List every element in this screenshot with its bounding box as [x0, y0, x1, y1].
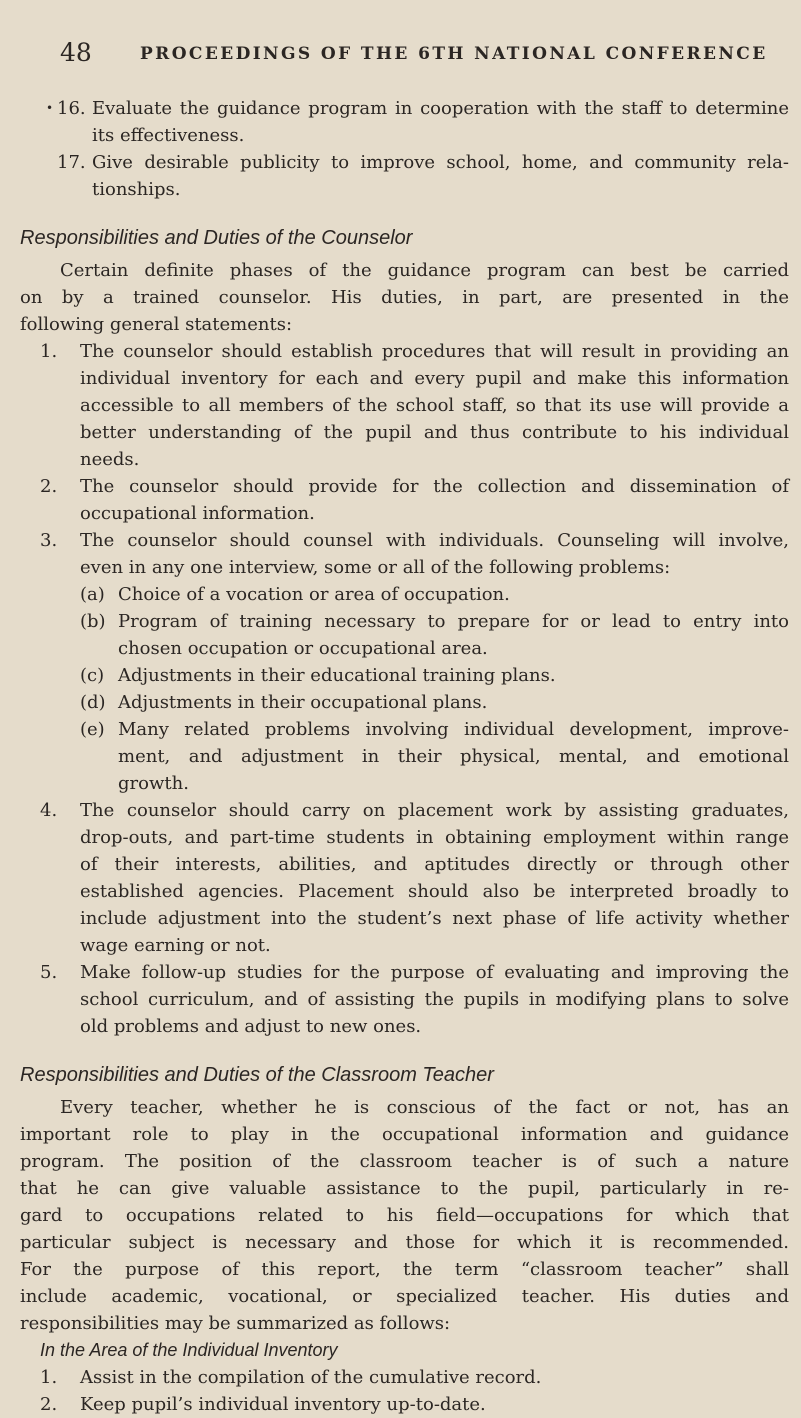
- page-number: 48: [60, 38, 92, 67]
- line-text: Adjustments in their occupational plans.: [118, 692, 488, 713]
- line-text: Many related problems involving individual development, improve-: [118, 719, 789, 740]
- line-text: particular subject is necessary and those for which it is recommended.: [20, 1232, 789, 1253]
- line-text: The counselor should counsel with individuals. Counseling will involve,: [80, 530, 789, 551]
- text-line: [0, 986, 801, 1013]
- text-line: [0, 446, 801, 473]
- line-text: following general statements:: [20, 314, 293, 335]
- line-text: old problems and adjust to new ones.: [80, 1016, 422, 1037]
- item-number: 1.: [40, 1367, 58, 1388]
- line-text: gard to occupations related to his field—occupations for which that: [20, 1205, 789, 1226]
- heading-text: [0, 223, 801, 253]
- text-line: [0, 95, 801, 122]
- line-text: Adjustments in their educational training plans.: [118, 665, 556, 686]
- text-line: [0, 743, 801, 770]
- list-item: [0, 1364, 801, 1391]
- line-text: important role to play in the occupational information and guidance: [20, 1124, 789, 1145]
- running-title: PROCEEDINGS OF THE 6TH NATIONAL CONFERENCE: [140, 44, 768, 64]
- item-number: 1.: [40, 341, 58, 362]
- text-line: [0, 1229, 801, 1256]
- text-line: [0, 932, 801, 959]
- line-text: even in any one interview, some or all of the following problems:: [80, 557, 671, 578]
- list-item: [0, 581, 801, 608]
- text-line: [0, 770, 801, 797]
- text-line: [0, 473, 801, 500]
- line-text: Evaluate the guidance program in cooperation with the staff to determine: [92, 98, 789, 119]
- line-text: program. The position of the classroom teacher is of such a nature: [20, 1151, 789, 1172]
- heading-text: [0, 1337, 801, 1364]
- text-line: [0, 176, 801, 203]
- text-line: [0, 284, 801, 311]
- line-text: Make follow-up studies for the purpose of evaluating and improving the: [80, 962, 789, 983]
- text-line: [0, 716, 801, 743]
- text-line: [0, 1364, 801, 1391]
- text-line: [0, 797, 801, 824]
- list-item: [0, 338, 801, 473]
- item-number: (a): [80, 584, 105, 605]
- text-line: [0, 1094, 801, 1121]
- text-line: [0, 311, 801, 338]
- list-item: [0, 473, 801, 527]
- text-line: [0, 878, 801, 905]
- line-text: of their interests, abilities, and aptitudes directly or through other: [80, 854, 789, 875]
- line-text: For the purpose of this report, the term “classroom teacher” shall: [20, 1259, 789, 1280]
- line-text: Assist in the compilation of the cumulative record.: [80, 1367, 542, 1388]
- text-line: [0, 500, 801, 527]
- subsection-heading: [0, 1337, 801, 1364]
- item-number: 2.: [40, 476, 58, 497]
- line-text: Certain definite phases of the guidance program can best be carried: [60, 260, 789, 281]
- item-number: (d): [80, 692, 106, 713]
- line-text: accessible to all members of the school staff, so that its use will provide a: [80, 395, 789, 416]
- item-number: 3.: [40, 530, 58, 551]
- line-text: growth.: [118, 773, 189, 794]
- line-text: The counselor should provide for the collection and dissemination of: [80, 476, 789, 497]
- item-number: (c): [80, 665, 105, 686]
- line-text: occupational information.: [80, 503, 315, 524]
- page-body: [0, 95, 801, 1418]
- line-text: that he can give valuable assistance to the pupil, particularly in re-: [20, 1178, 789, 1199]
- list-item: [0, 959, 801, 1040]
- list-item: [0, 149, 801, 203]
- line-text: The counselor should establish procedures that will result in providing an: [80, 341, 789, 362]
- list-item: [0, 716, 801, 797]
- text-line: [0, 662, 801, 689]
- text-line: [0, 635, 801, 662]
- line-text: In the Area of the Individual Inventory: [40, 1340, 338, 1360]
- text-line: [0, 122, 801, 149]
- section-heading: [0, 1060, 801, 1090]
- list-item: [0, 527, 801, 581]
- line-text: chosen occupation or occupational area.: [118, 638, 488, 659]
- line-text: school curriculum, and of assisting the pupils in modifying plans to solve: [80, 989, 789, 1010]
- text-line: [0, 608, 801, 635]
- text-line: [0, 1148, 801, 1175]
- text-line: [0, 581, 801, 608]
- item-number: 16.: [57, 98, 86, 119]
- list-item: [0, 608, 801, 662]
- item-number: (e): [80, 719, 105, 740]
- item-number: 5.: [40, 962, 58, 983]
- text-line: [0, 689, 801, 716]
- list-item: [0, 797, 801, 959]
- list-item: [0, 95, 801, 149]
- running-header: [0, 38, 801, 72]
- section-heading: [0, 223, 801, 253]
- text-line: [0, 149, 801, 176]
- text-line: [0, 851, 801, 878]
- line-text: drop-outs, and part-time students in obtaining employment within range: [80, 827, 789, 848]
- line-text: Every teacher, whether he is conscious of the fact or not, has an: [60, 1097, 789, 1118]
- text-line: [0, 419, 801, 446]
- line-text: its effectiveness.: [92, 125, 245, 146]
- paragraph: [0, 257, 801, 338]
- line-text: responsibilities may be summarized as follows:: [20, 1313, 451, 1334]
- line-text: Give desirable publicity to improve school, home, and community rela-: [92, 152, 789, 173]
- line-text: Responsibilities and Duties of the Classroom Teacher: [20, 1064, 494, 1086]
- text-line: [0, 1121, 801, 1148]
- text-line: [0, 824, 801, 851]
- text-line: [0, 1202, 801, 1229]
- text-line: [0, 1310, 801, 1337]
- line-text: established agencies. Placement should also be interpreted broadly to: [80, 881, 789, 902]
- line-text: include adjustment into the student’s next phase of life activity whether: [80, 908, 789, 929]
- line-text: tionships.: [92, 179, 181, 200]
- text-line: [0, 905, 801, 932]
- heading-text: [0, 1060, 801, 1090]
- item-number: 17.: [57, 152, 86, 173]
- margin-mark: •: [46, 101, 54, 115]
- line-text: better understanding of the pupil and thus contribute to his individual: [80, 422, 789, 443]
- text-line: [0, 1175, 801, 1202]
- item-number: (b): [80, 611, 106, 632]
- text-line: [0, 554, 801, 581]
- text-line: [0, 959, 801, 986]
- text-line: [0, 1013, 801, 1040]
- line-text: Keep pupil’s individual inventory up-to-date.: [80, 1394, 486, 1415]
- text-line: [0, 257, 801, 284]
- line-text: wage earning or not.: [80, 935, 271, 956]
- text-line: [0, 392, 801, 419]
- text-line: [0, 1256, 801, 1283]
- text-line: [0, 1391, 801, 1418]
- text-line: [0, 338, 801, 365]
- line-text: needs.: [80, 449, 140, 470]
- line-text: ment, and adjustment in their physical, mental, and emotional: [118, 746, 789, 767]
- line-text: individual inventory for each and every pupil and make this information: [80, 368, 789, 389]
- line-text: on by a trained counselor. His duties, in part, are presented in the: [20, 287, 789, 308]
- list-item: [0, 662, 801, 689]
- paragraph: [0, 1094, 801, 1337]
- line-text: The counselor should carry on placement work by assisting graduates,: [80, 800, 789, 821]
- line-text: Responsibilities and Duties of the Counselor: [20, 227, 413, 249]
- text-line: [0, 527, 801, 554]
- line-text: Program of training necessary to prepare for or lead to entry into: [118, 611, 789, 632]
- text-line: [0, 1283, 801, 1310]
- list-item: [0, 689, 801, 716]
- item-number: 2.: [40, 1394, 58, 1415]
- line-text: include academic, vocational, or specialized teacher. His duties and: [20, 1286, 789, 1307]
- line-text: Choice of a vocation or area of occupation.: [118, 584, 510, 605]
- item-number: 4.: [40, 800, 58, 821]
- text-line: [0, 365, 801, 392]
- list-item: [0, 1391, 801, 1418]
